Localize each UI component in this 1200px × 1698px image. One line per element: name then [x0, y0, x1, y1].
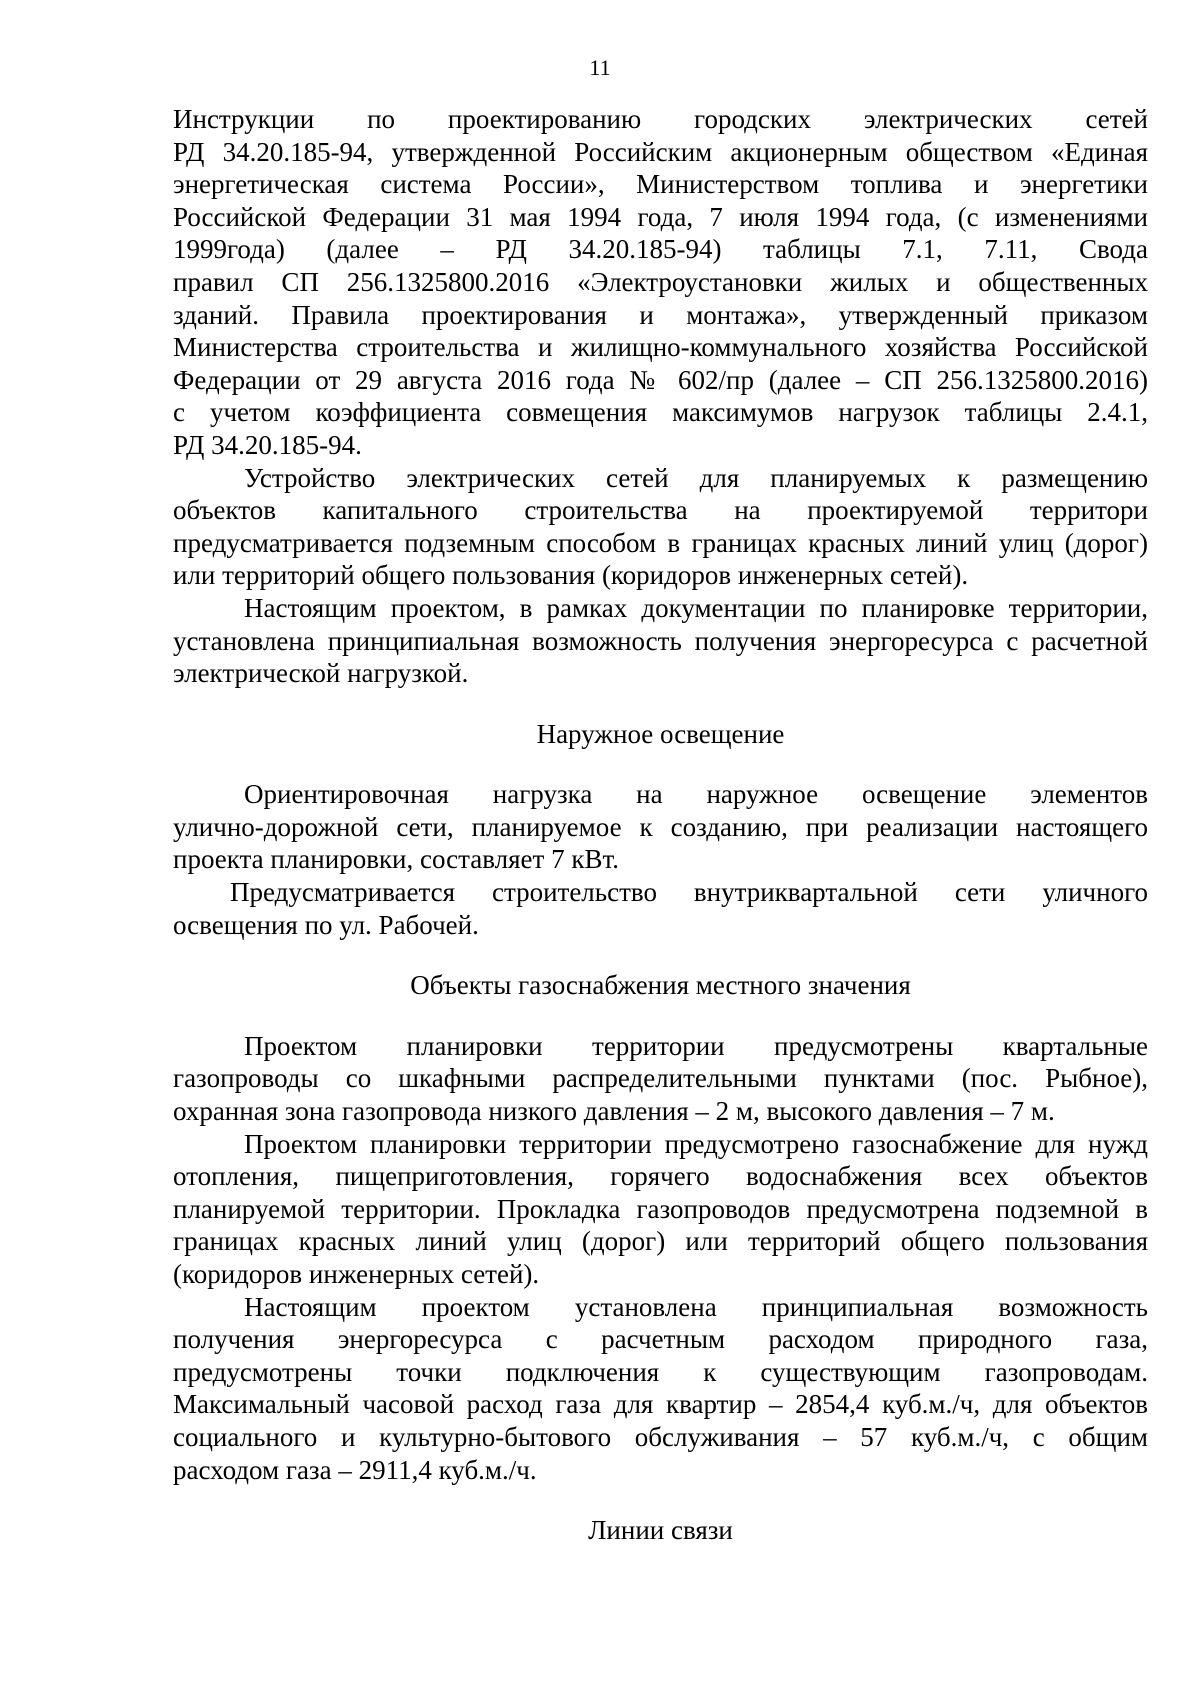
- heading-outdoor-lighting: Наружное освещение: [536, 718, 785, 749]
- text-line: улично-дорожной сети, планируемое к созданию, при реализации настоящего: [173, 811, 1148, 842]
- text-line: получения энергоресурса с расчетным расходом природного газа,: [173, 1324, 1148, 1355]
- text-line: расходом газа – 2911,4 куб.м./ч.: [173, 1454, 537, 1485]
- text-line: газопроводы со шкафными распределительными пунктами (пос. Рыбное),: [173, 1063, 1148, 1094]
- text-line: Министерства строительства и жилищно-коммунального хозяйства Российской: [173, 332, 1148, 363]
- text-line: (коридоров инженерных сетей).: [173, 1259, 540, 1289]
- text-line: социального и культурно-бытового обслуживания – 57 куб.м./ч, с общим: [173, 1421, 1148, 1452]
- text-line: правил СП 256.1325800.2016 «Электроустановки жилых и общественных: [173, 266, 1148, 297]
- text-line: Инструкции по проектированию городских электрических сетей: [173, 104, 1148, 134]
- text-line: Российской Федерации 31 мая 1994 года, 7 июля 1994 года, (с изменениями: [173, 201, 1148, 232]
- text-line: РД 34.20.185-94, утвержденной Российским акционерным обществом «Единая: [173, 136, 1148, 167]
- page-number: 11: [589, 55, 611, 80]
- text-line: планируемой территории. Прокладка газопроводов предусмотрена подземной в: [173, 1193, 1148, 1224]
- text-line: Максимальный часовой расход газа для квартир – 2854,4 куб.м./ч, для объектов: [173, 1389, 1148, 1420]
- text-line: Проектом планировки территории предусмотрено газоснабжение для нужд: [244, 1128, 1148, 1159]
- text-line: установлена принципиальная возможность получения энергоресурса с расчетной: [173, 625, 1148, 656]
- text-line: Настоящим проектом установлена принципиальная возможность: [244, 1291, 1148, 1322]
- text-line: энергетическая система России», Министерством топлива и энергетики: [173, 169, 1148, 200]
- text-line: предусматривается подземным способом в границах красных линий улиц (дорог): [173, 527, 1148, 558]
- paragraph-electric-networks: [173, 462, 1148, 592]
- paragraph-regulations: [173, 103, 1148, 462]
- heading-communication-lines: Линии связи: [588, 1515, 733, 1546]
- text-line: объектов капитального строительства на проектируемой территори: [173, 495, 1148, 526]
- text-line: 1999года) (далее – РД 34.20.185-94) таблицы 7.1, 7.11, Свода: [173, 234, 1148, 265]
- text-line: Федерации от 29 августа 2016 года № 602/пр (далее – СП 256.1325800.2016): [173, 364, 1148, 395]
- text-line: с учетом коэффициента совмещения максимумов нагрузок таблицы 2.4.1,: [173, 397, 1148, 428]
- text-line: предусмотрены точки подключения к существующим газопроводам.: [173, 1356, 1148, 1387]
- heading-gas-supply: Объекты газоснабжения местного значения: [410, 970, 911, 1001]
- paragraph-gas-pipelines: [173, 1030, 1148, 1128]
- paragraph-gas-supply-needs: [173, 1128, 1148, 1291]
- text-line: Настоящим проектом, в рамках документации по планировке территории,: [244, 592, 1148, 623]
- document-body: [173, 103, 1148, 1547]
- text-line: Проектом планировки территории предусмотрены квартальные: [244, 1030, 1148, 1061]
- text-line: зданий. Правила проектирования и монтажа», утвержденный приказом: [173, 299, 1148, 330]
- paragraph-street-lighting: [173, 876, 1148, 941]
- text-line: отопления, пищеприготовления, горячего водоснабжения всех объектов: [173, 1161, 1148, 1192]
- text-line: электрической нагрузкой.: [173, 658, 469, 689]
- text-line: или территорий общего пользования (коридоров инженерных сетей).: [173, 560, 969, 591]
- text-line: границах красных линий улиц (дорог) или территорий общего пользования: [173, 1226, 1148, 1257]
- text-line: охранная зона газопровода низкого давления – 2 м, высокого давления – 7 м.: [173, 1096, 1055, 1127]
- paragraph-gas-consumption: [173, 1291, 1148, 1487]
- text-line: Устройство электрических сетей для планируемых к размещению: [244, 462, 1148, 493]
- text-line: проекта планировки, составляет 7 кВт.: [173, 844, 619, 875]
- text-line: Ориентировочная нагрузка на наружное освещение элементов: [244, 779, 1148, 810]
- paragraph-energy-resource: [173, 592, 1148, 690]
- text-line: РД 34.20.185-94.: [173, 429, 362, 460]
- text-line: Предусматривается строительство внутриквартальной сети уличного: [230, 877, 1148, 908]
- text-line: освещения по ул. Рабочей.: [173, 909, 479, 940]
- paragraph-lighting-load: [173, 778, 1148, 876]
